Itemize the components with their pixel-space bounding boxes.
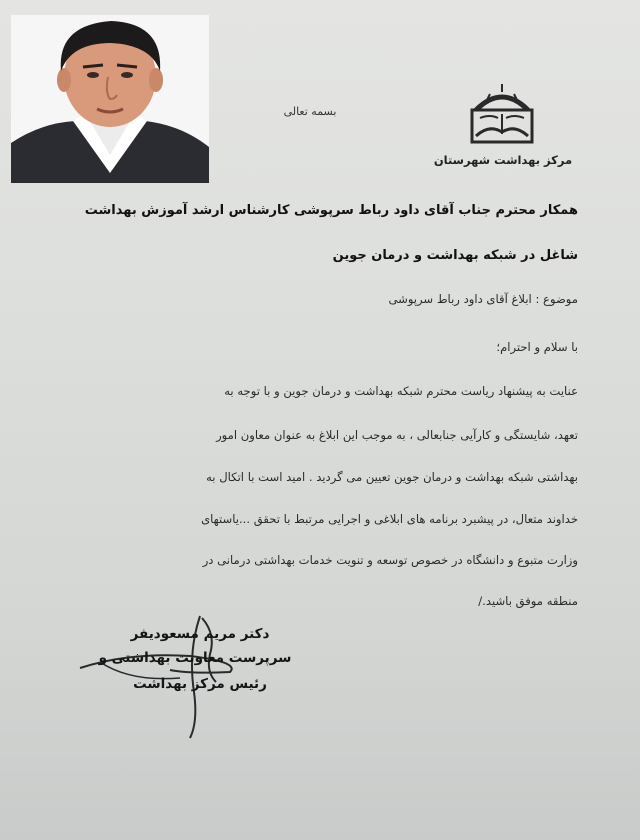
recipient-line-2: شاغل در شبکه بهداشت و درمان جوین: [332, 248, 578, 263]
signatory-title-2: رئیس مرکز بهداشت: [133, 676, 267, 692]
basmala-heading: بسمه تعالی: [283, 105, 337, 118]
signatory-title-1: سرپرست معاونت بهداشتی و: [98, 650, 292, 666]
body-line: بهداشتی شبکه بهداشت و درمان جوین تعیین می گردید . امید است با اتکال به: [206, 470, 578, 484]
health-center-logo: [462, 80, 542, 150]
body-line: خداوند متعال، در پیشبرد برنامه های ابلاغی و اجرایی مرتبط با تحقق ...یاستهای: [201, 512, 578, 526]
signature-block: [70, 612, 310, 742]
body-line: منطقه موفق باشید./: [478, 594, 578, 608]
portrait-photo: [11, 15, 209, 183]
body-line: عنایت به پیشنهاد ریاست محترم شبکه بهداشت و درمان جوین و با توجه به: [224, 384, 578, 398]
body-line: تعهد، شایستگی و کارآیی جنابعالی ، به موجب این ابلاغ به عنوان معاون امور: [216, 428, 578, 442]
logo-caption: مرکز بهداشت شهرستان: [433, 153, 573, 167]
greeting-line: با سلام و احترام؛: [496, 340, 578, 354]
body-line: وزارت متبوع و دانشگاه در خصوص توسعه و تنویت خدمات بهداشتی درمانی در: [202, 553, 578, 567]
subject-line: موضوع : ابلاغ آقای داود رباط سرپوشی: [388, 292, 578, 306]
recipient-line-1: همکار محترم جناب آقای داود رباط سرپوشی کارشناس ارشد آموزش بهداشت: [84, 203, 578, 218]
signatory-name: دکتر مریم مسعودیفر: [130, 626, 270, 642]
